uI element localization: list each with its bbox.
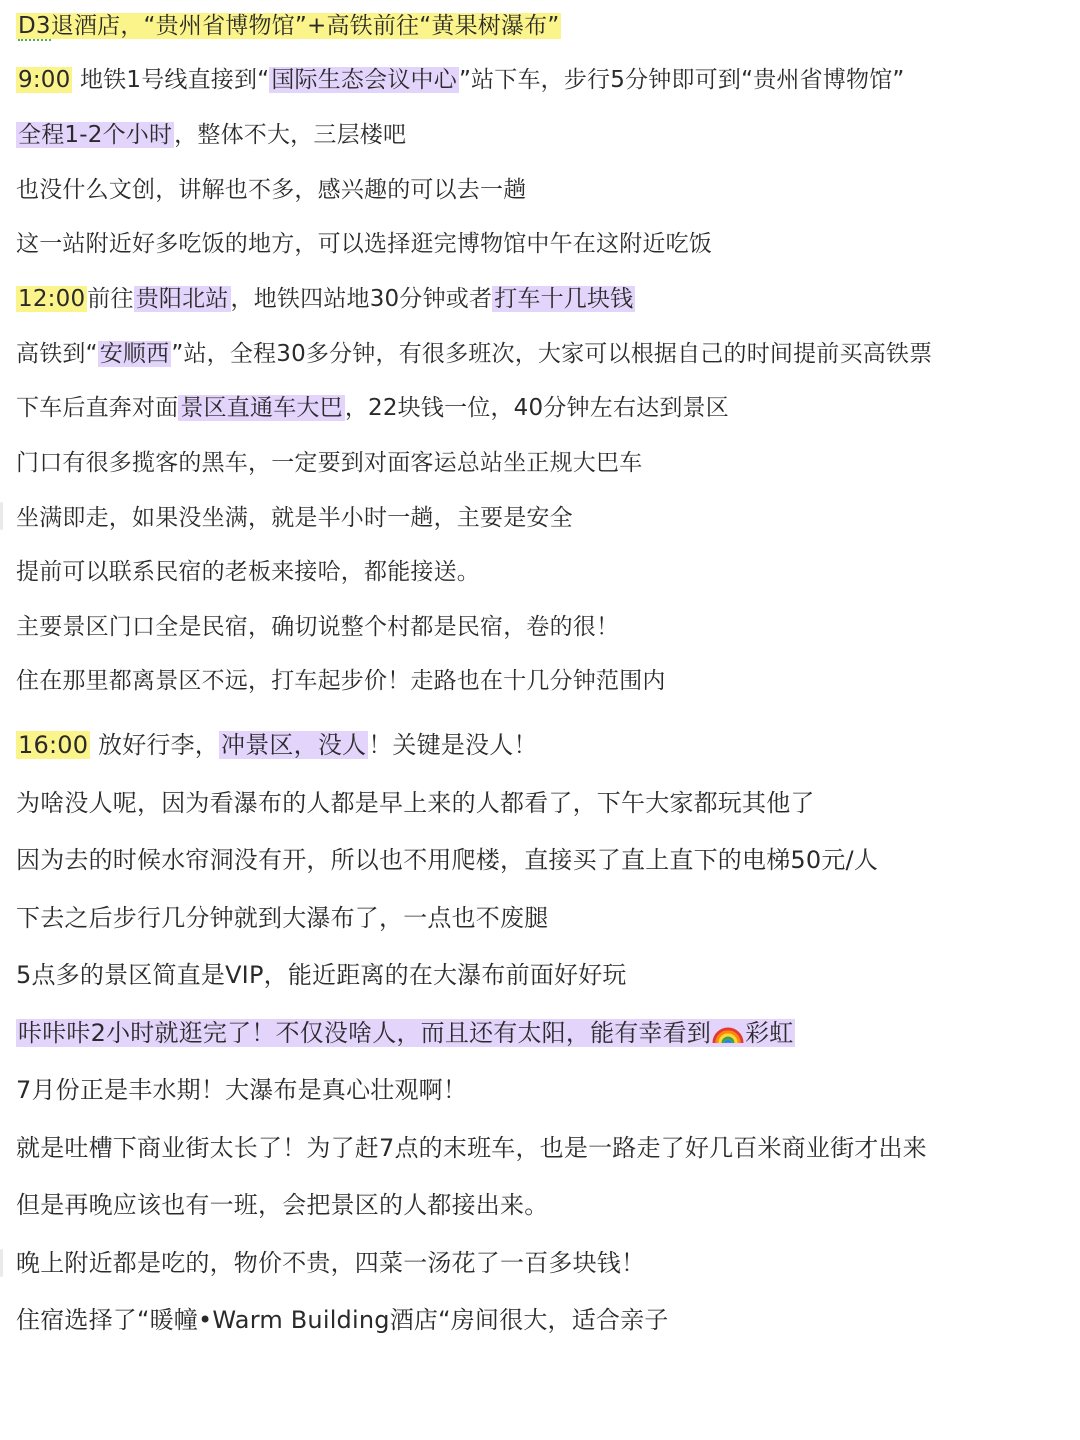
gutter-marker <box>0 502 3 530</box>
line-text: 门口有很多揽客的黑车，一定要到对面客运总站坐正规大巴车 <box>16 450 643 476</box>
line-text: 坐满即走，如果没坐满，就是半小时一趟，主要是安全 <box>16 505 573 531</box>
line-day3-title <box>16 9 561 43</box>
line-rainbow: 咔咔咔2小时就逛完了！不仅没啥人，而且还有太阳，能有幸看到 彩虹 <box>18 1019 794 1047</box>
line-text: 也没什么文创，讲解也不多，感兴趣的可以去一趟 <box>16 177 527 203</box>
line-900: 9:00 地铁1号线直接到“国际生态会议中心”站下车，步行5分钟即可到“贵州省博物馆” <box>18 67 905 93</box>
line-bus: 下车后直奔对面景区直通车大巴，22块钱一位，40分钟左右达到景区 <box>16 395 729 421</box>
highlight-station: 国际生态会议中心 <box>271 67 457 93</box>
line-duration: 全程1-2个小时，整体不大，三层楼吧 <box>18 122 407 148</box>
line-text: 就是吐槽下商业街太长了！为了赶7点的末班车，也是一路走了好几百米商业街才出来 <box>16 1134 927 1162</box>
line-text: 7月份正是丰水期！大瀑布是真心壮观啊！ <box>16 1076 468 1104</box>
line-1200: 12:00前往贵阳北站，地铁四站地30分钟或者打车十几块钱 <box>18 286 634 312</box>
line-text: 为啥没人呢，因为看瀑布的人都是早上来的人都看了，下午大家都玩其他了 <box>16 789 815 817</box>
line-highspeed: 高铁到“安顺西”站，全程30多分钟，有很多班次，大家可以根据自己的时间提前买高铁票 <box>16 341 933 367</box>
line-text: 主要景区门口全是民宿，确切说整个村都是民宿，卷的很！ <box>16 614 620 640</box>
gutter-marker <box>0 1249 3 1277</box>
line-text: 住宿选择了“暖幢•Warm Building酒店“房间很大，适合亲子 <box>16 1306 669 1334</box>
line-text: 住在那里都离景区不远，打车起步价！走路也在十几分钟范围内 <box>16 668 666 694</box>
line-text: 但是再晚应该也有一班，会把景区的人都接出来。 <box>16 1191 549 1219</box>
line-text: 晚上附近都是吃的，物价不贵，四菜一汤花了一百多块钱！ <box>16 1249 646 1277</box>
d3-label: D3 <box>18 13 51 39</box>
line-text: 下去之后步行几分钟就到大瀑布了，一点也不废腿 <box>16 904 549 932</box>
line-1600: 16:00 放好行李，冲景区，没人！关键是没人！ <box>18 731 538 759</box>
line-text: 这一站附近好多吃饭的地方，可以选择逛完博物馆中午在这附近吃饭 <box>16 231 712 257</box>
line-text: 5点多的景区简直是VIP，能近距离的在大瀑布前面好好玩 <box>16 961 627 989</box>
line-text: 因为去的时候水帘洞没有开，所以也不用爬楼，直接买了直上直下的电梯50元/人 <box>16 846 879 874</box>
time-badge-1200: 12:00 <box>18 286 86 312</box>
line-text: 提前可以联系民宿的老板来接哈，都能接送。 <box>16 559 480 585</box>
title-text: 退酒店，“贵州省博物馆”+高铁前往“黄果树瀑布” <box>50 13 560 39</box>
time-badge-1600: 16:00 <box>18 731 89 759</box>
time-badge-900: 9:00 <box>18 67 71 93</box>
rainbow-icon <box>711 1019 745 1045</box>
